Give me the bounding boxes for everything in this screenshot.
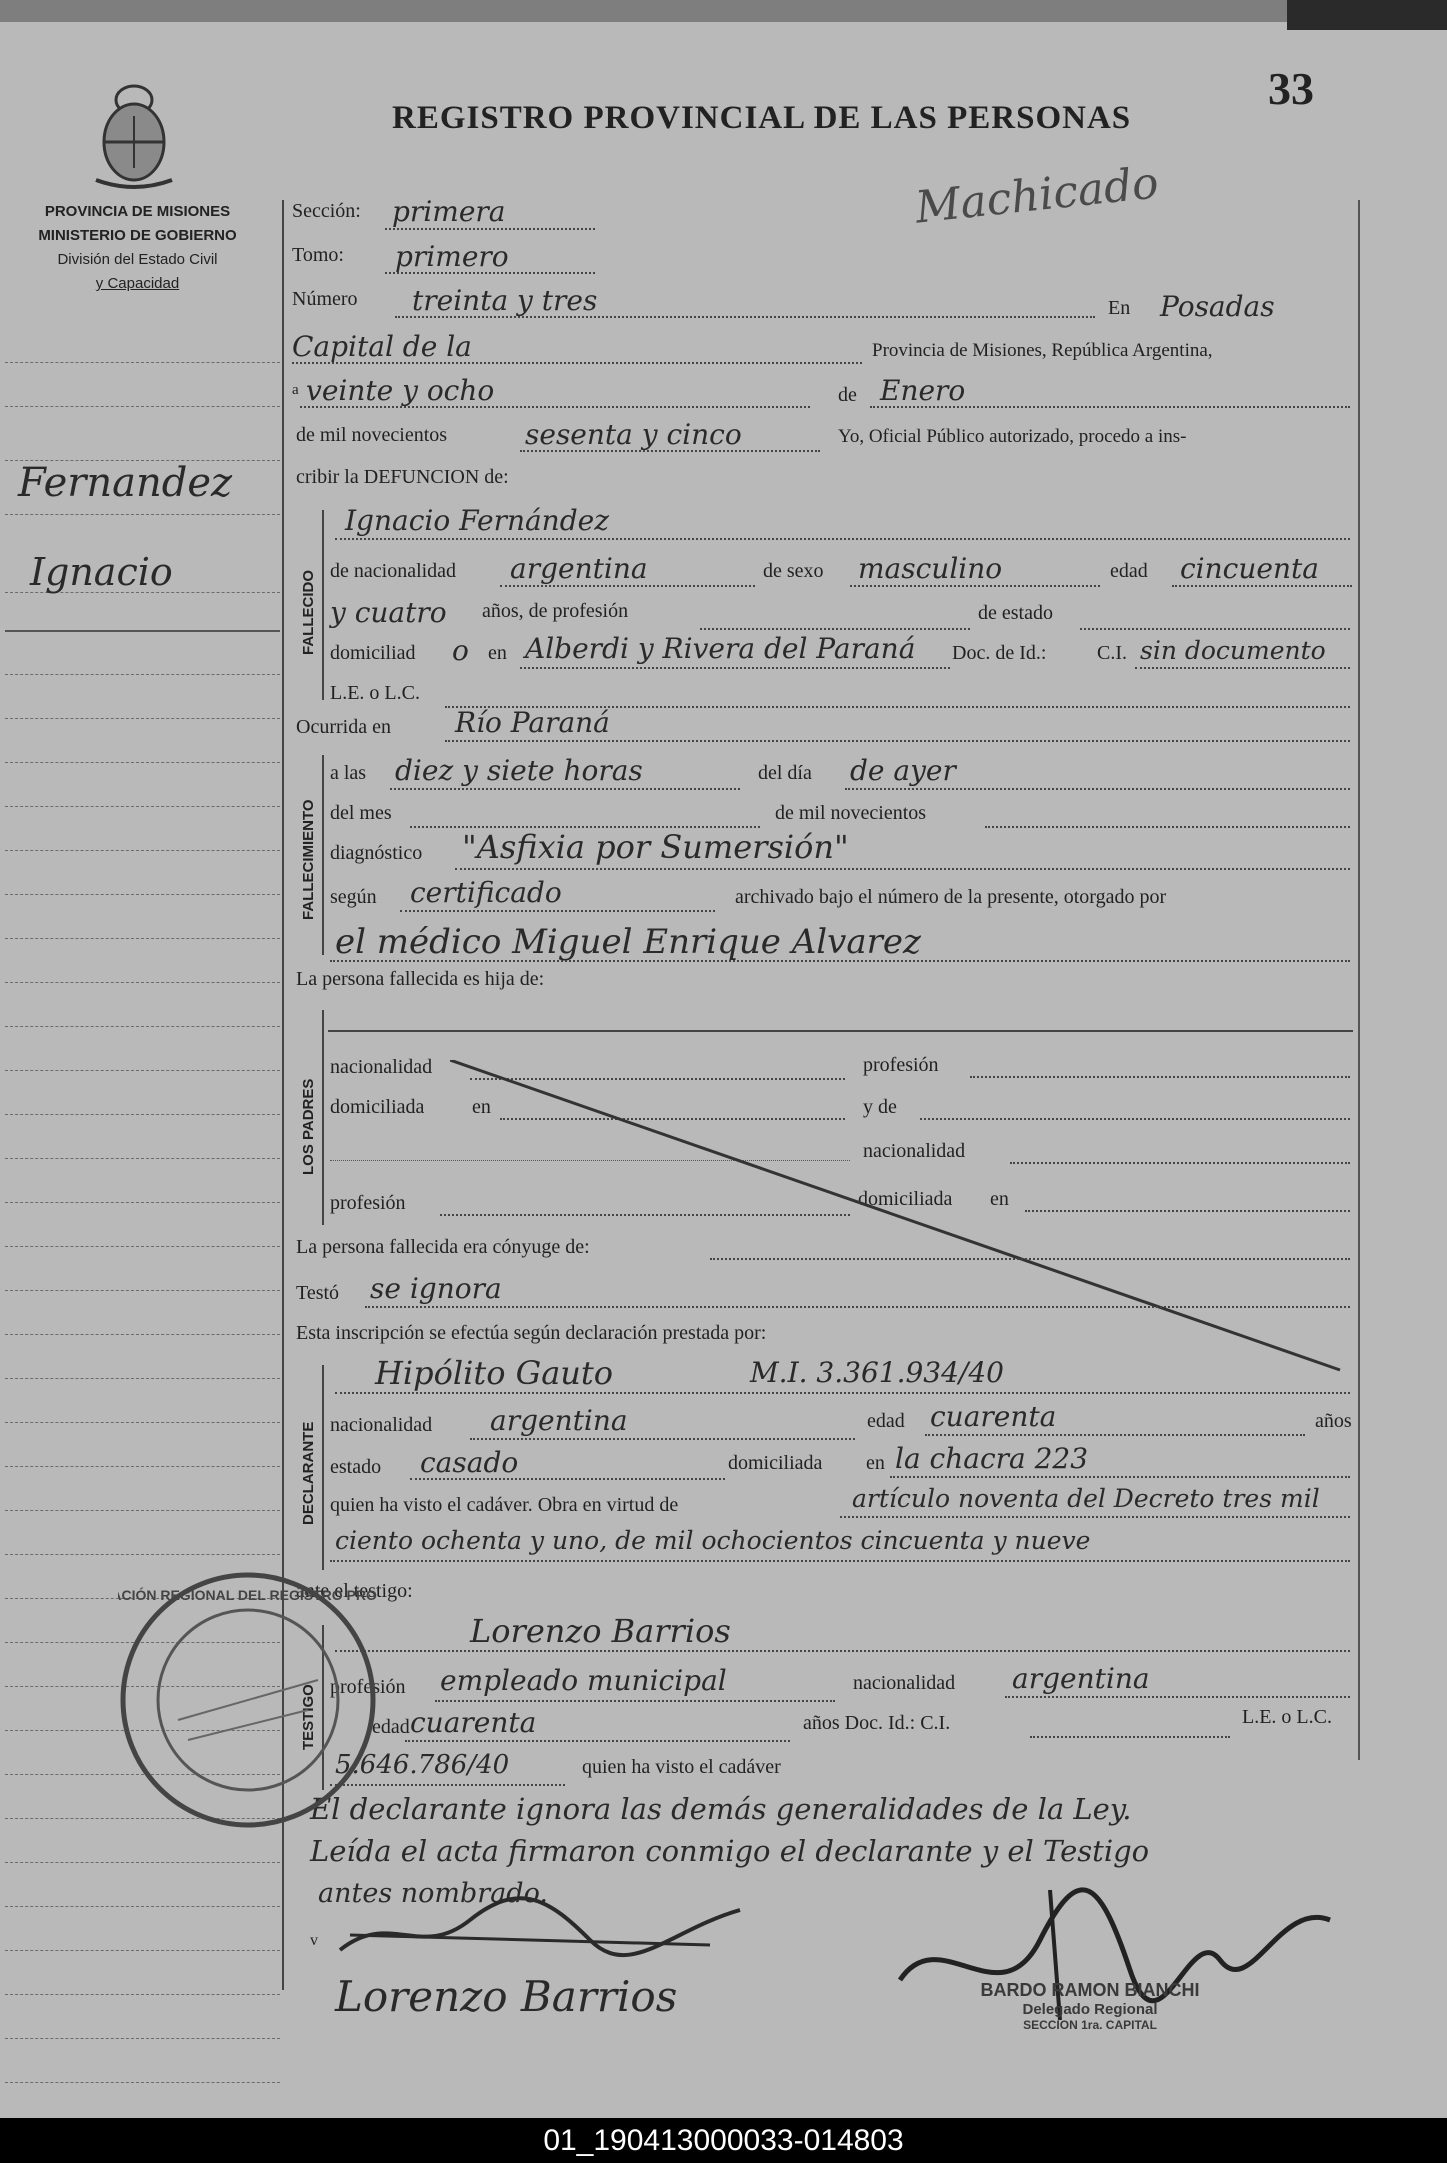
declarante-side-label: DECLARANTE	[300, 1421, 317, 1525]
testigo-line	[335, 1650, 1350, 1652]
margin-rule	[5, 1422, 280, 1423]
testigo-name: Lorenzo Barrios	[470, 1612, 731, 1650]
a-label: a	[292, 382, 299, 398]
padre-nacionalidad-label: nacionalidad	[330, 1056, 433, 1078]
capital-value: Capital de la	[292, 330, 472, 363]
ministry-block	[0, 200, 275, 296]
margin-rule	[5, 1862, 280, 1863]
padre-profesion-label: profesión	[863, 1054, 939, 1076]
de-mil-label: de mil novecientos	[296, 424, 448, 446]
domicilio-value: Alberdi y Rivera del Paraná	[525, 632, 916, 665]
decl-domiciliada-label: domiciliada	[728, 1452, 823, 1474]
margin-rule	[5, 806, 280, 807]
name-line	[335, 538, 1350, 540]
conyuge-line	[710, 1258, 1350, 1260]
fallecido-bracket	[322, 510, 324, 700]
province-label: PROVINCIA DE MISIONES	[44, 203, 231, 220]
note-line-1: El declarante ignora las demás generalidades de la Ley.	[310, 1792, 1132, 1826]
dia-value: veinte y ocho	[306, 374, 495, 407]
inscripcion-label: Esta inscripción se efectúa según declaración prestada por:	[296, 1322, 767, 1344]
margin-rule	[5, 982, 280, 983]
decl-edad-value: cuarenta	[930, 1400, 1057, 1433]
anio-line	[520, 450, 820, 452]
test-profesion-value: empleado municipal	[440, 1664, 727, 1697]
d-edad-line	[925, 1434, 1305, 1436]
margin-rule	[5, 2082, 280, 2083]
margin-rule	[5, 1994, 280, 1995]
segun-value: certificado	[410, 876, 562, 909]
margin-rule	[5, 1334, 280, 1335]
de-mil2-label: de mil novecientos	[775, 802, 927, 824]
mes-value: Enero	[880, 374, 966, 407]
margin-rule	[5, 894, 280, 895]
test-quien-label: quien ha visto el cadáver	[582, 1756, 781, 1778]
test-edad-label: edad	[372, 1716, 410, 1738]
margin-rule	[5, 514, 280, 515]
margin-rule	[5, 1554, 280, 1555]
le-lc-label: L.E. o L.C.	[330, 682, 420, 704]
note-line-2: Leída el acta firmaron conmigo el declarante y el Testigo	[310, 1834, 1150, 1868]
edad-line	[1172, 585, 1352, 587]
numero-label: Número	[292, 288, 358, 310]
margin-rule	[5, 1290, 280, 1291]
de-label: de	[838, 384, 857, 406]
margin-rule	[5, 1378, 280, 1379]
margin-rule	[5, 1026, 280, 1027]
obra-value-1: artículo noventa del Decreto tres mil	[852, 1484, 1320, 1513]
v-label: v	[310, 1932, 318, 1949]
decl-nacionalidad-value: argentina	[490, 1404, 628, 1437]
edad-label: edad	[1110, 560, 1148, 582]
obra-line-2	[330, 1560, 1350, 1562]
top-signature: Machicado	[913, 157, 1161, 234]
ci-label: C.I.	[1097, 642, 1127, 664]
domiciliado-o: o	[452, 634, 469, 667]
testo-value: se ignora	[370, 1272, 502, 1305]
margin-rule	[5, 406, 280, 407]
archivado-label: archivado bajo el número de la presente, otorgado por	[735, 886, 1167, 908]
margin-rule	[5, 1950, 280, 1951]
testo-label: Testó	[296, 1282, 340, 1304]
ante-label: ante el testigo:	[296, 1580, 413, 1602]
nacionalidad-value: argentina	[510, 552, 648, 585]
diagnostico-label: diagnóstico	[330, 842, 423, 864]
quien-label: quien ha visto el cadáver. Obra en virtud de	[330, 1494, 679, 1516]
anos-profesion-label: años, de profesión	[482, 600, 629, 622]
test-nacionalidad-label: nacionalidad	[853, 1672, 956, 1694]
margin-rule	[5, 362, 280, 363]
margin-surname: Fernandez	[18, 460, 233, 506]
dia-line	[300, 406, 810, 408]
document-title: REGISTRO PROVINCIAL DE LAS PERSONAS	[392, 100, 1132, 136]
madre-profesion-label: profesión	[330, 1192, 406, 1214]
binding-edge	[1287, 0, 1447, 30]
dia2-value: de ayer	[850, 754, 956, 787]
padre-en-label: en	[472, 1096, 491, 1118]
decl-nacionalidad-label: nacionalidad	[330, 1414, 433, 1436]
madre-en-label: en	[990, 1188, 1009, 1210]
obra-value-2: ciento ochenta y uno, de mil ochocientos cincuenta y nueve	[335, 1526, 1091, 1555]
official-stamp-line-3: SECCION 1ra. CAPITAL	[1023, 2018, 1157, 2032]
seccion-line	[385, 228, 595, 230]
fallecimiento-side-label: FALLECIMIENTO	[300, 799, 317, 920]
a-las-label: a las	[330, 762, 367, 784]
registry-seal-icon	[118, 1570, 378, 1835]
del-dia-label: del día	[758, 762, 812, 784]
cribir-label: cribir la DEFUNCION de:	[296, 466, 509, 488]
madre-nacionalidad-label: nacionalidad	[863, 1140, 966, 1162]
declarante-bracket	[322, 1365, 324, 1570]
t-nac-line	[1005, 1696, 1350, 1698]
seccion-value: primera	[392, 195, 506, 228]
city-value: Posadas	[1160, 290, 1275, 323]
ocurrida-label: Ocurrida en	[296, 716, 391, 738]
conyuge-label: La persona fallecida era cónyuge de:	[296, 1236, 590, 1258]
testigo-side-label: TESTIGO	[300, 1684, 317, 1750]
margin-rule	[5, 1906, 280, 1907]
d-estado-line	[410, 1478, 725, 1480]
del-mes-label: del mes	[330, 802, 392, 824]
sexo-value: masculino	[858, 552, 1003, 585]
domicilio-line	[520, 667, 950, 669]
medico-value: el médico Miguel Enrique Alvarez	[335, 922, 921, 962]
main-frame-right	[1358, 200, 1360, 1760]
decl-estado-value: casado	[420, 1446, 519, 1479]
domiciliado-label: domiciliad	[330, 642, 416, 664]
declarante-doc: M.I. 3.361.934/40	[750, 1356, 1004, 1389]
note-line-3: antes nombrado.	[318, 1878, 548, 1909]
margin-rule	[5, 630, 280, 632]
margin-rule	[5, 1114, 280, 1115]
t-doc-line	[1030, 1736, 1230, 1738]
diagnostico-value: "Asfixia por Sumersión"	[462, 828, 849, 866]
dia2-line	[845, 788, 1350, 790]
decl-en-label: en	[866, 1452, 885, 1474]
ocurrida-line	[445, 740, 1350, 742]
estado-label: de estado	[978, 602, 1053, 624]
anio2-line	[985, 826, 1350, 828]
test-doc-value: 5.646.786/40	[335, 1750, 510, 1780]
estado-line	[1080, 628, 1350, 630]
test-edad-value: cuarenta	[410, 1706, 537, 1739]
test-profesion-label: profesión	[330, 1676, 406, 1698]
test-nacionalidad-value: argentina	[1012, 1662, 1150, 1695]
yo-oficial-label: Yo, Oficial Público autorizado, procedo a ins-	[838, 426, 1187, 447]
capital-line	[292, 362, 862, 364]
margin-rule	[5, 850, 280, 851]
declarante-line	[335, 1392, 1350, 1394]
numero-value: treinta y tres	[412, 284, 598, 317]
t-edad-line	[405, 1740, 790, 1742]
official-stamp	[930, 1980, 1250, 2032]
mes-line	[870, 406, 1350, 408]
en-label: En	[1108, 297, 1131, 319]
tomo-line	[385, 272, 595, 274]
testo-line	[365, 1306, 1350, 1308]
doc-id-label: Doc. de Id.:	[952, 642, 1047, 664]
capacity-label: y Capacidad	[95, 275, 180, 292]
page-top-edge	[0, 0, 1447, 22]
padre-domiciliada-label: domiciliada	[330, 1096, 425, 1118]
witness-signature: Lorenzo Barrios	[335, 1972, 678, 2021]
tomo-label: Tomo:	[292, 244, 344, 266]
d-dom-line	[890, 1476, 1350, 1478]
anio-value: sesenta y cinco	[525, 418, 742, 451]
fallecido-side-label: FALLECIDO	[300, 570, 317, 655]
doc-line	[1135, 667, 1350, 669]
margin-rule	[5, 1510, 280, 1511]
sexo-line	[850, 585, 1100, 587]
d-nac-line	[470, 1438, 855, 1440]
margin-rule	[5, 1158, 280, 1159]
deceased-name: Ignacio Fernández	[345, 504, 609, 537]
provincia-label: Provincia de Misiones, República Argentina,	[872, 340, 1213, 361]
segun-line	[400, 910, 715, 912]
margin-rule	[5, 718, 280, 719]
margin-rule	[5, 1246, 280, 1247]
profesion-line	[700, 628, 970, 630]
division-label: División del Estado Civil	[57, 251, 218, 268]
margin-rule	[5, 674, 280, 675]
test-le-label: L.E. o L.C.	[1242, 1706, 1332, 1728]
padres-side-label: LOS PADRES	[300, 1078, 317, 1175]
decl-estado-label: estado	[330, 1456, 382, 1478]
page-number: 33	[1268, 63, 1314, 114]
decl-domicilio-value: la chacra 223	[895, 1442, 1089, 1475]
edad-value-2: y cuatro	[330, 596, 447, 629]
fallecimiento-bracket	[322, 755, 324, 955]
margin-rule	[5, 1466, 280, 1467]
segun-label: según	[330, 886, 377, 908]
test-anos-doc-label: años Doc. Id.: C.I.	[803, 1712, 951, 1734]
image-caption: 01_190413000033-014803	[0, 2118, 1447, 2163]
margin-rule	[5, 2038, 280, 2039]
medico-line	[330, 960, 1350, 962]
t-prof-line	[435, 1700, 835, 1702]
ocurrida-value: Río Paraná	[455, 706, 610, 739]
declarante-name: Hipólito Gauto	[375, 1354, 614, 1392]
margin-rule	[5, 762, 280, 763]
tomo-value: primero	[395, 240, 509, 273]
sexo-label: de sexo	[763, 560, 824, 582]
official-stamp-line-2: Delegado Regional	[1022, 2001, 1158, 2018]
seccion-label: Sección:	[292, 200, 361, 222]
margin-rule	[5, 1070, 280, 1071]
margin-given-name: Ignacio	[30, 550, 173, 594]
seal-text: CIÓN REGIONAL DEL REGISTRO PRO	[121, 1587, 377, 1603]
diag-line	[455, 868, 1350, 870]
nacionalidad-label: de nacionalidad	[330, 560, 457, 582]
coat-of-arms-icon	[88, 70, 180, 195]
obra-line-1	[840, 1516, 1350, 1518]
official-stamp-line-1: BARDO RAMON BIANCHI	[980, 1980, 1200, 2000]
decl-edad-label: edad	[867, 1410, 905, 1432]
numero-line	[395, 316, 1095, 318]
padres-bracket	[322, 1010, 324, 1225]
declarant-signature-icon	[330, 1890, 750, 1975]
nac-line	[500, 585, 755, 587]
ministry-label: MINISTERIO DE GOBIERNO	[38, 227, 237, 244]
margin-rule	[5, 1202, 280, 1203]
margin-rule	[5, 938, 280, 939]
edad-value-1: cincuenta	[1180, 552, 1319, 585]
madre-domiciliada-label: domiciliada	[858, 1188, 953, 1210]
father-line	[328, 1030, 1353, 1032]
hora-line	[390, 788, 740, 790]
en-dom-label: en	[488, 642, 507, 664]
hija-label: La persona fallecida es hija de:	[296, 968, 545, 990]
hora-value: diez y siete horas	[395, 754, 643, 787]
doc-value: sin documento	[1140, 636, 1326, 665]
y-de-label: y de	[863, 1096, 897, 1118]
decl-anos-label: años	[1315, 1410, 1352, 1432]
